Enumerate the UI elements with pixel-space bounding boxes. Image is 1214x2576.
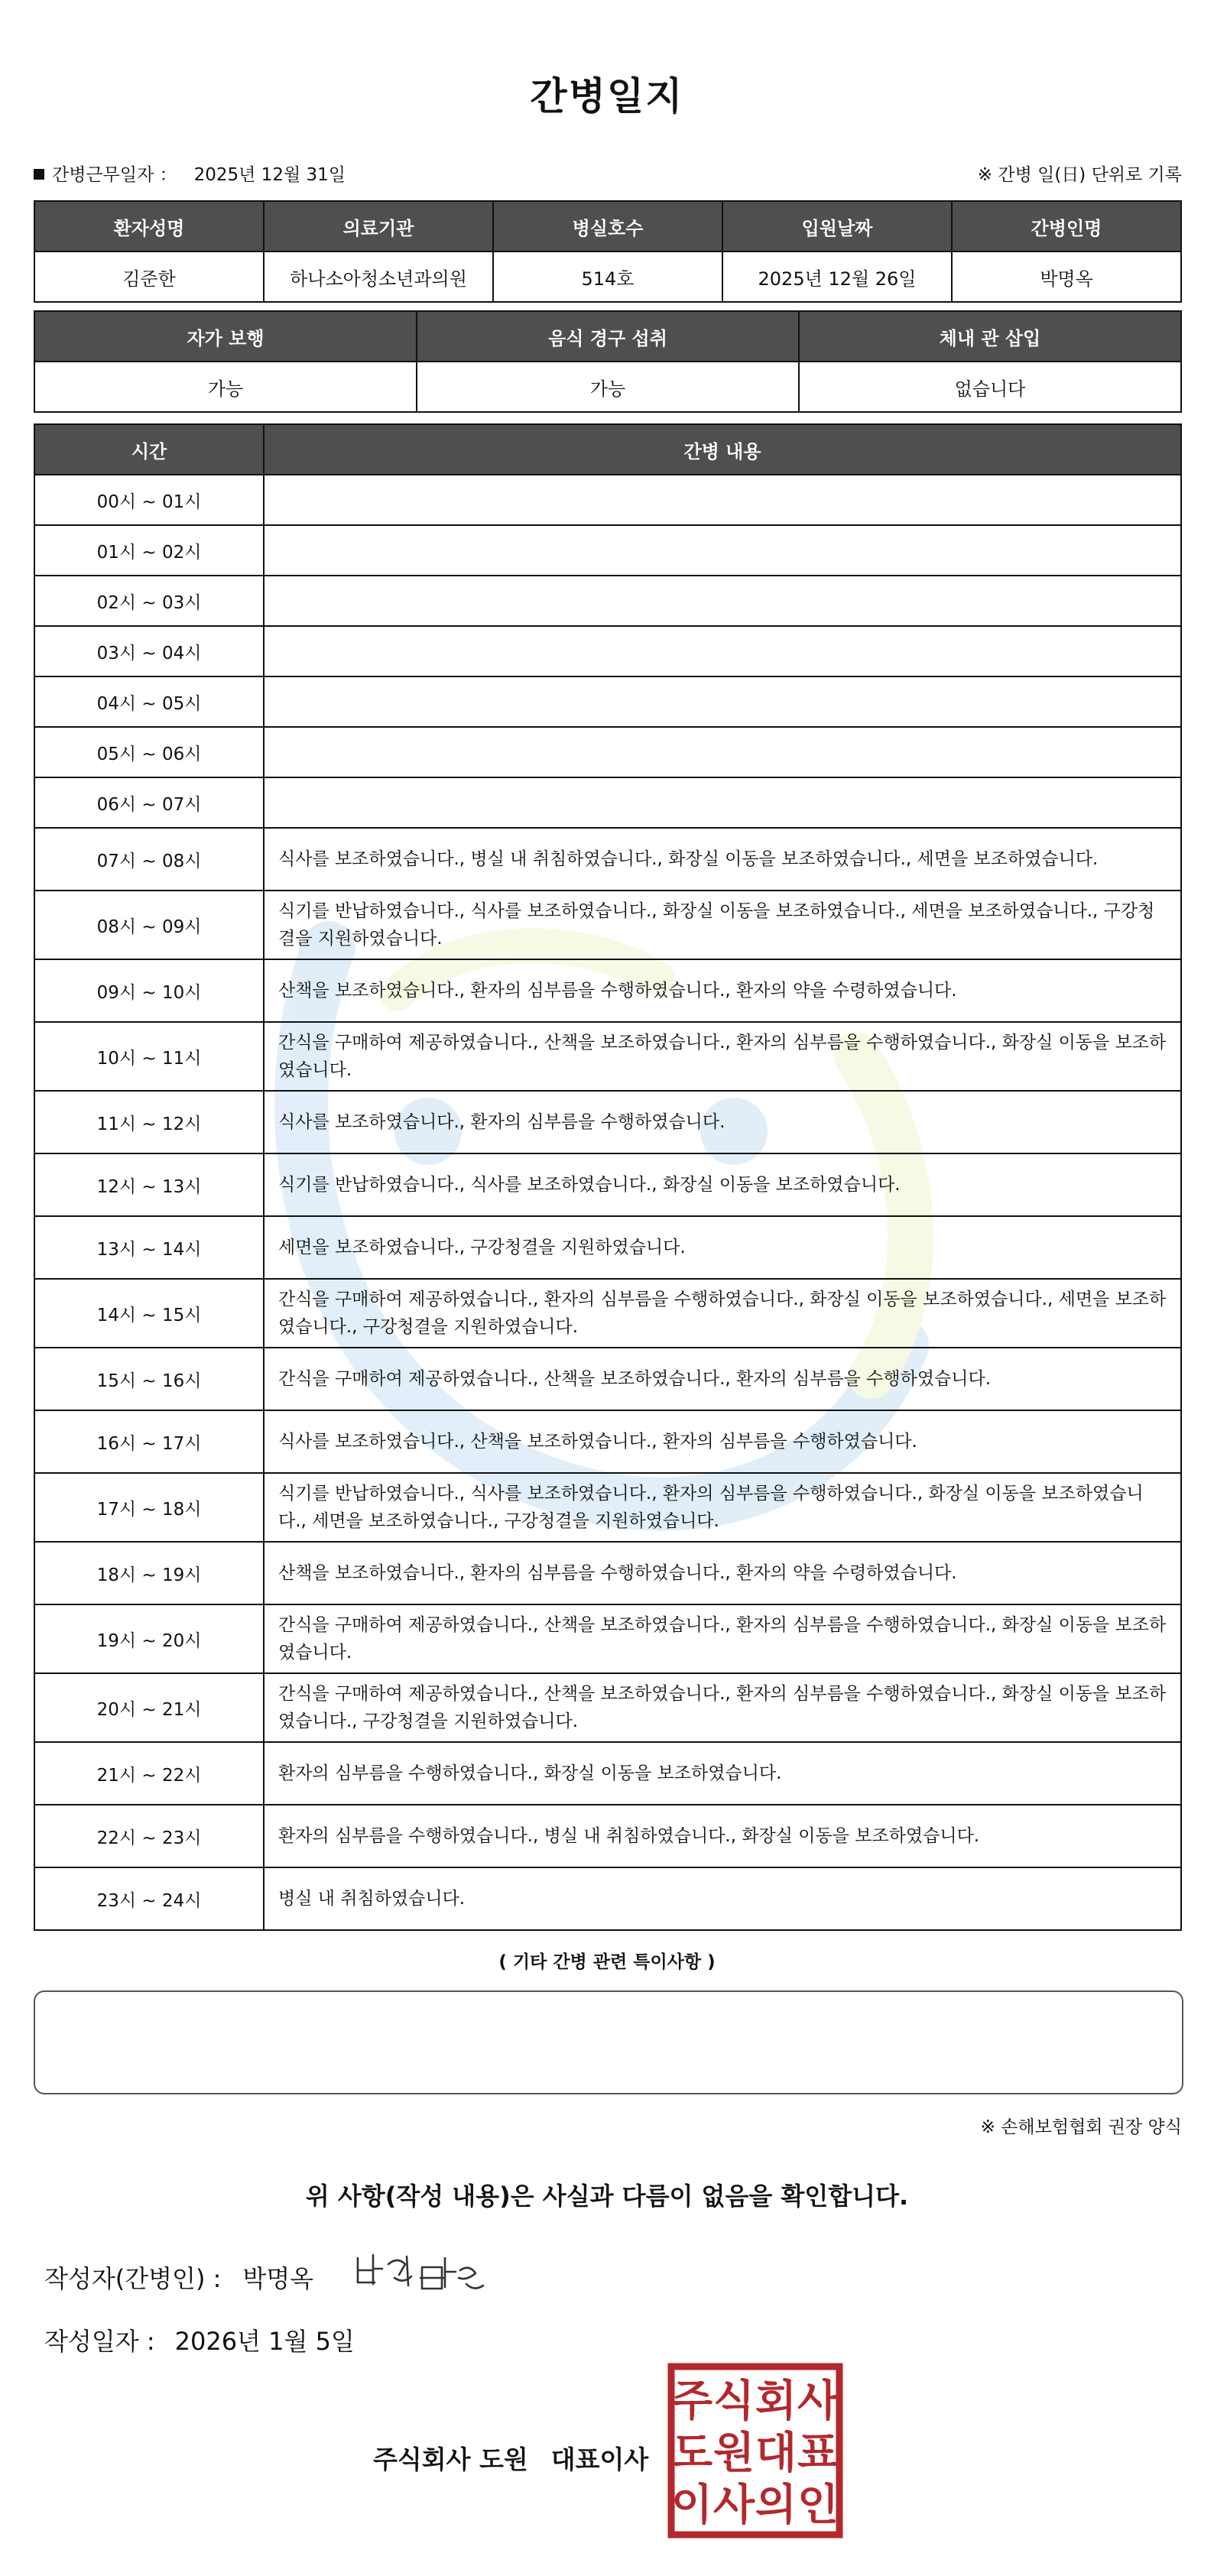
time-slot: 10시 ~ 11시 <box>34 1022 264 1091</box>
time-slot: 04시 ~ 05시 <box>34 676 264 727</box>
time-slot: 11시 ~ 12시 <box>34 1091 264 1153</box>
time-slot: 23시 ~ 24시 <box>34 1867 264 1930</box>
time-slot: 13시 ~ 14시 <box>34 1216 264 1279</box>
care-content: 병실 내 취침하였습니다. <box>264 1867 1181 1930</box>
time-slot: 22시 ~ 23시 <box>34 1805 264 1867</box>
header-care-content: 간병 내용 <box>264 424 1181 475</box>
time-slot: 20시 ~ 21시 <box>34 1673 264 1742</box>
time-slot: 00시 ~ 01시 <box>34 475 264 525</box>
time-slot: 02시 ~ 03시 <box>34 576 264 626</box>
header-self-walking: 자가 보행 <box>34 311 417 362</box>
header-tube-insertion: 체내 관 삽입 <box>799 311 1181 362</box>
company-line <box>373 2440 648 2476</box>
patient-info-value-row <box>34 251 1181 302</box>
schedule-row <box>34 1279 1181 1348</box>
schedule-body <box>34 475 1181 1930</box>
patient-status-table <box>34 310 1182 413</box>
care-content <box>264 475 1181 525</box>
seal-character: 사 <box>712 2480 755 2530</box>
care-content: 식사를 보조하였습니다., 병실 내 취침하였습니다., 화장실 이동을 보조하였습니다., 세면을 보조하였습니다. <box>264 828 1181 891</box>
care-content: 간식을 구매하여 제공하였습니다., 산책을 보조하였습니다., 환자의 심부름을 수행하였습니다., 화장실 이동을 보조하였습니다. <box>264 1022 1181 1091</box>
work-date-line <box>34 161 346 186</box>
handwritten-signature <box>352 2241 489 2302</box>
schedule-row <box>34 959 1181 1022</box>
work-date-label: 간병근무일자 ： <box>52 165 177 185</box>
square-bullet-icon <box>34 169 44 180</box>
header-institution: 의료기관 <box>264 201 493 251</box>
seal-character: 이 <box>670 2480 713 2530</box>
schedule-row <box>34 1091 1181 1153</box>
schedule-row <box>34 525 1181 576</box>
schedule-row <box>34 475 1181 525</box>
patient-info-header-row <box>34 201 1181 251</box>
patient-status-header-row <box>34 311 1181 362</box>
schedule-row <box>34 777 1181 828</box>
care-content: 식사를 보조하였습니다., 산책을 보조하였습니다., 환자의 심부름을 수행하였습니다. <box>264 1410 1181 1473</box>
schedule-row <box>34 1410 1181 1473</box>
write-date-label: 작성일자 : <box>44 2327 155 2356</box>
schedule-row <box>34 1153 1181 1216</box>
time-slot: 05시 ~ 06시 <box>34 727 264 777</box>
company-representative: 대표이사 <box>550 2445 649 2474</box>
patient-name: 김준한 <box>34 251 264 302</box>
care-content <box>264 777 1181 828</box>
care-content: 산책을 보조하였습니다., 환자의 심부름을 수행하였습니다., 환자의 약을 수령하였습니다. <box>264 959 1181 1022</box>
company-name: 주식회사 도원 <box>373 2445 528 2474</box>
schedule-row <box>34 1542 1181 1604</box>
schedule-row <box>34 1673 1181 1742</box>
care-content: 간식을 구매하여 제공하였습니다., 산책을 보조하였습니다., 환자의 심부름을 수행하였습니다., 화장실 이동을 보조하였습니다., 구강청결을 지원하였습니다. <box>264 1673 1181 1742</box>
care-content <box>264 676 1181 727</box>
time-slot: 17시 ~ 18시 <box>34 1473 264 1542</box>
schedule-row <box>34 676 1181 727</box>
seal-character: 회 <box>755 2376 797 2426</box>
time-slot: 14시 ~ 15시 <box>34 1279 264 1348</box>
schedule-row <box>34 1604 1181 1673</box>
care-content: 환자의 심부름을 수행하였습니다., 화장실 이동을 보조하였습니다. <box>264 1742 1181 1805</box>
write-date-line <box>44 2322 355 2357</box>
record-unit-note: ※ 간병 일(日) 단위로 기록 <box>977 165 1182 185</box>
seal-character: 인 <box>797 2480 839 2530</box>
write-date-value: 2026년 1월 5일 <box>174 2327 355 2356</box>
schedule-row <box>34 1473 1181 1542</box>
oral-intake-value: 가능 <box>417 362 799 412</box>
time-slot: 08시 ~ 09시 <box>34 891 264 959</box>
care-content: 간식을 구매하여 제공하였습니다., 산책을 보조하였습니다., 환자의 심부름을 수행하였습니다., 화장실 이동을 보조하였습니다. <box>264 1604 1181 1673</box>
care-content <box>264 626 1181 676</box>
schedule-row <box>34 1867 1181 1930</box>
time-slot: 19시 ~ 20시 <box>34 1604 264 1673</box>
header-oral-intake: 음식 경구 섭취 <box>417 311 799 362</box>
work-date-value: 2025년 12월 31일 <box>193 165 346 185</box>
care-content <box>264 525 1181 576</box>
time-slot: 03시 ~ 04시 <box>34 626 264 676</box>
schedule-row <box>34 1805 1181 1867</box>
confirmation-statement: 위 사항(작성 내용)은 사실과 다름이 없음을 확인합니다. <box>305 2182 909 2211</box>
seal-character: 의 <box>755 2480 797 2530</box>
care-content: 세면을 보조하였습니다., 구강청결을 지원하였습니다. <box>264 1216 1181 1279</box>
seal-character: 표 <box>797 2428 839 2478</box>
time-slot: 09시 ~ 10시 <box>34 959 264 1022</box>
schedule-row <box>34 576 1181 626</box>
seal-character: 도 <box>670 2428 713 2478</box>
care-content: 간식을 구매하여 제공하였습니다., 산책을 보조하였습니다., 환자의 심부름을 수행하였습니다. <box>264 1348 1181 1410</box>
time-slot: 01시 ~ 02시 <box>34 525 264 576</box>
schedule-row <box>34 626 1181 676</box>
self-walking-value: 가능 <box>34 362 417 412</box>
special-notes-box <box>34 1990 1183 2094</box>
institution-name: 하나소아청소년과의원 <box>264 251 493 302</box>
care-content: 간식을 구매하여 제공하였습니다., 환자의 심부름을 수행하였습니다., 화장실 이동을 보조하였습니다., 세면을 보조하였습니다., 구강청결을 지원하였습니다. <box>264 1279 1181 1348</box>
schedule-row <box>34 1742 1181 1805</box>
patient-info-table <box>34 200 1182 303</box>
seal-character: 사 <box>797 2376 839 2426</box>
seal-character: 주 <box>670 2376 713 2426</box>
care-schedule-table <box>34 423 1182 1931</box>
patient-status-value-row <box>34 362 1181 412</box>
header-caregiver-name: 간병인명 <box>952 201 1181 251</box>
schedule-row <box>34 727 1181 777</box>
schedule-row <box>34 1022 1181 1091</box>
care-content <box>264 576 1181 626</box>
document-title: 간병일지 <box>530 74 684 118</box>
time-slot: 06시 ~ 07시 <box>34 777 264 828</box>
care-content: 식기를 반납하였습니다., 식사를 보조하였습니다., 화장실 이동을 보조하였습니다., 세면을 보조하였습니다., 구강청결을 지원하였습니다. <box>264 891 1181 959</box>
writer-line <box>44 2260 313 2295</box>
caregiver-name: 박명옥 <box>952 251 1181 302</box>
schedule-row <box>34 828 1181 891</box>
time-slot: 18시 ~ 19시 <box>34 1542 264 1604</box>
header-patient-name: 환자성명 <box>34 201 264 251</box>
schedule-header-row <box>34 424 1181 475</box>
time-slot: 12시 ~ 13시 <box>34 1153 264 1216</box>
tube-insertion-value: 없습니다 <box>799 362 1181 412</box>
header-admission-date: 입원날짜 <box>722 201 952 251</box>
header-time: 시간 <box>34 424 264 475</box>
company-seal-stamp <box>667 2362 844 2539</box>
schedule-row <box>34 1348 1181 1410</box>
header-room-number: 병실호수 <box>493 201 722 251</box>
admission-date: 2025년 12월 26일 <box>722 251 952 302</box>
seal-character: 대 <box>755 2428 797 2478</box>
writer-label: 작성자(간병인) : <box>44 2264 222 2293</box>
writer-name: 박명옥 <box>242 2264 314 2293</box>
care-content: 산책을 보조하였습니다., 환자의 심부름을 수행하였습니다., 환자의 약을 수령하였습니다. <box>264 1542 1181 1604</box>
care-content: 환자의 심부름을 수행하였습니다., 병실 내 취침하였습니다., 화장실 이동을 보조하였습니다. <box>264 1805 1181 1867</box>
care-content <box>264 727 1181 777</box>
seal-character: 식 <box>712 2376 755 2426</box>
room-number: 514호 <box>493 251 722 302</box>
care-content: 식기를 반납하였습니다., 식사를 보조하였습니다., 환자의 심부름을 수행하였습니다., 화장실 이동을 보조하였습니다., 세면을 보조하였습니다., 구강청결을 지원하였습니다. <box>264 1473 1181 1542</box>
care-content: 식기를 반납하였습니다., 식사를 보조하였습니다., 화장실 이동을 보조하였습니다. <box>264 1153 1181 1216</box>
care-content: 식사를 보조하였습니다., 환자의 심부름을 수행하였습니다. <box>264 1091 1181 1153</box>
time-slot: 21시 ~ 22시 <box>34 1742 264 1805</box>
recommended-form-note: ※ 손해보험협회 권장 양식 <box>980 2117 1182 2137</box>
special-notes-title: ( 기타 간병 관련 특이사항 ) <box>498 1952 716 1972</box>
schedule-row <box>34 891 1181 959</box>
time-slot: 15시 ~ 16시 <box>34 1348 264 1410</box>
time-slot: 07시 ~ 08시 <box>34 828 264 891</box>
seal-character: 원 <box>712 2428 755 2478</box>
schedule-row <box>34 1216 1181 1279</box>
time-slot: 16시 ~ 17시 <box>34 1410 264 1473</box>
